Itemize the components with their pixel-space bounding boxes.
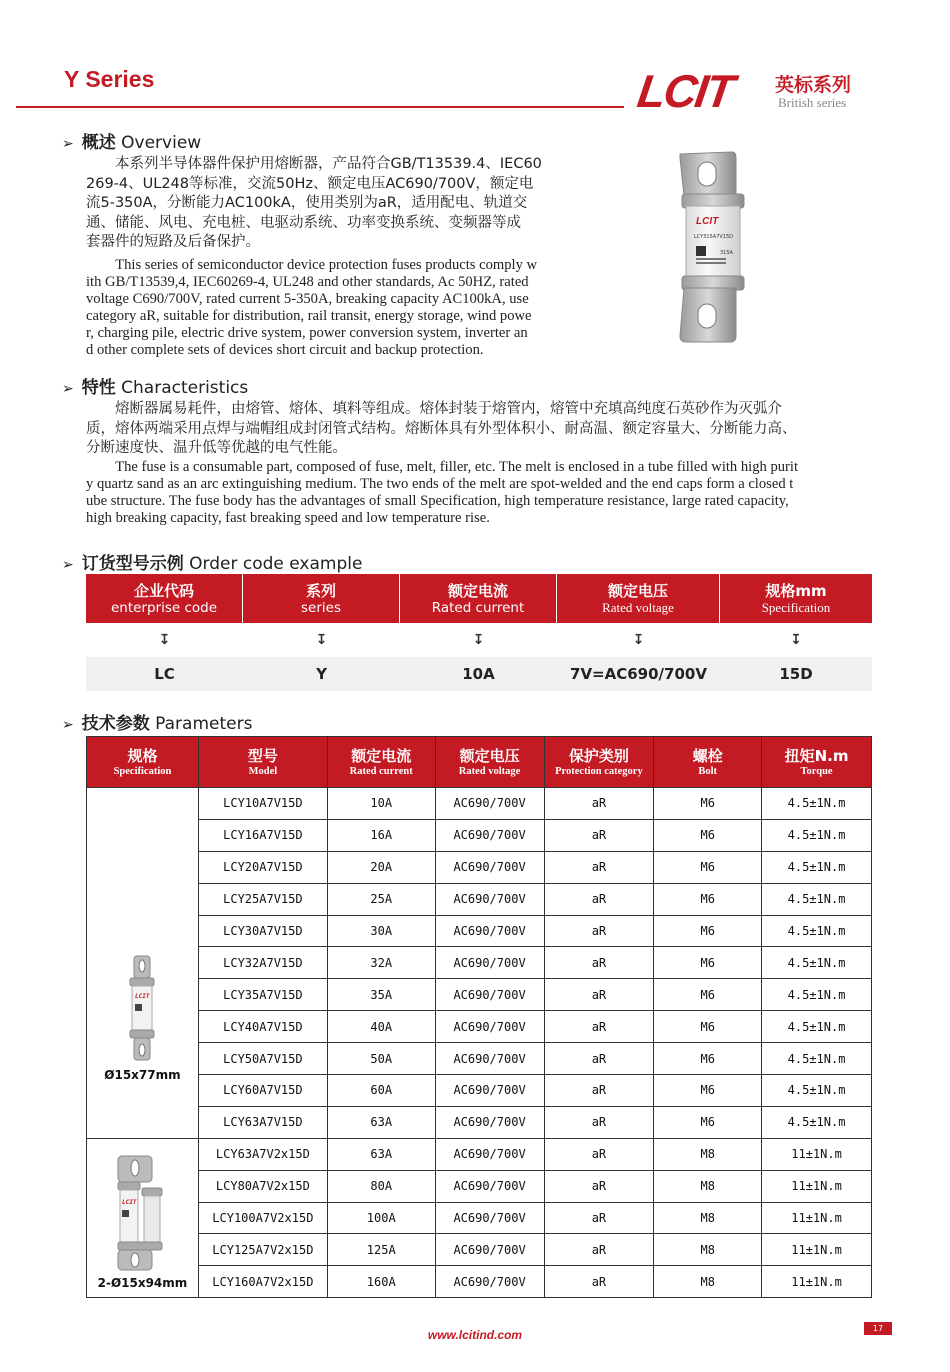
cell-model: LCY25A7V15D bbox=[198, 883, 327, 915]
cell-voltage: AC690/700V bbox=[435, 979, 544, 1011]
cell-bolt: M8 bbox=[654, 1202, 762, 1234]
cell-current: 20A bbox=[327, 851, 435, 883]
cell-category: aR bbox=[544, 915, 654, 947]
cell-category: aR bbox=[544, 851, 654, 883]
brand-series-en: British series bbox=[778, 95, 847, 110]
cell-voltage: AC690/700V bbox=[435, 915, 544, 947]
table-row bbox=[87, 851, 872, 883]
cell-torque: 4.5±1N.m bbox=[762, 915, 872, 947]
cell-bolt: M6 bbox=[654, 883, 762, 915]
company-logo: LCIT bbox=[634, 65, 736, 117]
cell-bolt: M6 bbox=[654, 979, 762, 1011]
svg-text:LCIT: LCIT bbox=[696, 216, 719, 227]
order-col-series: 系列 series bbox=[243, 574, 400, 623]
chevron-right-icon: ➢ bbox=[62, 136, 74, 152]
parameters-header-row bbox=[87, 737, 872, 788]
cell-current: 32A bbox=[327, 947, 435, 979]
cell-category: aR bbox=[544, 883, 654, 915]
spec-group-cell bbox=[87, 788, 199, 1139]
cell-category: aR bbox=[544, 1170, 654, 1202]
order-col-spec: 规格mm Specification bbox=[720, 574, 872, 623]
down-arrow-icon: ↧ bbox=[632, 632, 645, 648]
cell-current: 160A bbox=[327, 1266, 435, 1298]
cell-bolt: M6 bbox=[654, 819, 762, 851]
cell-model: LCY125A7V2x15D bbox=[198, 1234, 327, 1266]
order-code-header-row bbox=[86, 574, 872, 623]
cell-current: 60A bbox=[327, 1075, 435, 1107]
order-arrow-row bbox=[86, 623, 872, 657]
cell-model: LCY10A7V15D bbox=[198, 788, 327, 820]
table-row bbox=[87, 1170, 872, 1202]
table-row bbox=[87, 915, 872, 947]
cell-torque: 4.5±1N.m bbox=[762, 851, 872, 883]
table-row bbox=[87, 1266, 872, 1298]
characteristics-cn-text: 熔断器属易耗件，由熔管、熔体、填料等组成。熔体封装于熔管内，熔管中充填高纯度石英砂作为灭弧介 质，熔体两端采用点焊与端帽组成封闭管式结构。熔断体具有外型体积小、耐高温、额定容量大、分断能力高、 分断速度快、温升低等优越的电气性能。 bbox=[86, 401, 797, 456]
cell-model: LCY32A7V15D bbox=[198, 947, 327, 979]
cell-model: LCY60A7V15D bbox=[198, 1075, 327, 1107]
order-col-enterprise: 企业代码 enterprise code bbox=[86, 574, 243, 623]
cell-current: 63A bbox=[327, 1106, 435, 1138]
cell-current: 25A bbox=[327, 883, 435, 915]
cell-torque: 4.5±1N.m bbox=[762, 1043, 872, 1075]
cell-current: 80A bbox=[327, 1170, 435, 1202]
table-row bbox=[87, 883, 872, 915]
order-value-spec: 15D bbox=[779, 665, 813, 683]
cell-bolt: M6 bbox=[654, 1043, 762, 1075]
table-row bbox=[87, 819, 872, 851]
cell-bolt: M8 bbox=[654, 1266, 762, 1298]
order-value-voltage: 7V=AC690/700V bbox=[570, 665, 707, 683]
cell-model: LCY30A7V15D bbox=[198, 915, 327, 947]
table-row bbox=[87, 1043, 872, 1075]
cell-bolt: M6 bbox=[654, 1075, 762, 1107]
cell-category: aR bbox=[544, 1266, 654, 1298]
param-col-bolt: 螺栓 Bolt bbox=[654, 737, 762, 788]
order-col-voltage: 额定电压 Rated voltage bbox=[557, 574, 720, 623]
overview-en-text: This series of semiconductor device protection fuses products comply w ith GB/T13539,4, IEC60269-4, UL248 and other standards, Ac 50HZ, rated voltage C690/700V, rated current 5-350A, breaking capacity AC100kA, use category aR, suitable for distribution, rail transit, energy storage, wind powe r, charging pile, electric drive system, power conversion system, inverter an d other complete sets of devices short circuit and backup protection. bbox=[86, 257, 538, 358]
chevron-right-icon: ➢ bbox=[62, 557, 74, 573]
cell-category: aR bbox=[544, 1075, 654, 1107]
cell-bolt: M6 bbox=[654, 947, 762, 979]
cell-bolt: M6 bbox=[654, 1106, 762, 1138]
down-arrow-icon: ↧ bbox=[315, 632, 328, 648]
cell-bolt: M8 bbox=[654, 1170, 762, 1202]
param-col-model: 型号 Model bbox=[198, 737, 327, 788]
cell-current: 100A bbox=[327, 1202, 435, 1234]
cell-torque: 4.5±1N.m bbox=[762, 979, 872, 1011]
cell-torque: 4.5±1N.m bbox=[762, 1106, 872, 1138]
cell-voltage: AC690/700V bbox=[435, 1106, 544, 1138]
cell-torque: 11±1N.m bbox=[762, 1234, 872, 1266]
cell-current: 30A bbox=[327, 915, 435, 947]
cell-voltage: AC690/700V bbox=[435, 883, 544, 915]
cell-current: 50A bbox=[327, 1043, 435, 1075]
chevron-right-icon: ➢ bbox=[62, 717, 74, 733]
cell-model: LCY20A7V15D bbox=[198, 851, 327, 883]
fuse-model-label: LCY315A7V15D bbox=[694, 234, 734, 240]
param-col-spec: 规格 Specification bbox=[87, 737, 199, 788]
cell-model: LCY16A7V15D bbox=[198, 819, 327, 851]
spec-group-cell bbox=[87, 1138, 199, 1297]
parameters-table bbox=[86, 736, 872, 1298]
characteristics-heading: ➢ 特性 Characteristics bbox=[62, 378, 249, 398]
cell-torque: 11±1N.m bbox=[762, 1138, 872, 1170]
cell-bolt: M6 bbox=[654, 851, 762, 883]
param-col-category: 保护类别 Protection category bbox=[544, 737, 654, 788]
down-arrow-icon: ↧ bbox=[472, 632, 485, 648]
cell-voltage: AC690/700V bbox=[435, 851, 544, 883]
down-arrow-icon: ↧ bbox=[790, 632, 802, 648]
param-col-voltage: 额定电压 Rated voltage bbox=[435, 737, 544, 788]
table-row bbox=[87, 1011, 872, 1043]
order-code-table bbox=[86, 574, 872, 691]
cell-voltage: AC690/700V bbox=[435, 1266, 544, 1298]
cell-bolt: M8 bbox=[654, 1138, 762, 1170]
table-row bbox=[87, 1138, 872, 1170]
cell-torque: 11±1N.m bbox=[762, 1266, 872, 1298]
cell-model: LCY63A7V15D bbox=[198, 1106, 327, 1138]
cell-current: 16A bbox=[327, 819, 435, 851]
table-row bbox=[87, 1202, 872, 1234]
cell-category: aR bbox=[544, 1011, 654, 1043]
cell-voltage: AC690/700V bbox=[435, 1202, 544, 1234]
cell-bolt: M6 bbox=[654, 1011, 762, 1043]
overview-heading: ➢ 概述 Overview bbox=[62, 133, 202, 153]
cell-current: 40A bbox=[327, 1011, 435, 1043]
cell-voltage: AC690/700V bbox=[435, 1234, 544, 1266]
table-row bbox=[87, 788, 872, 820]
order-value-current: 10A bbox=[462, 665, 495, 683]
cell-category: aR bbox=[544, 1234, 654, 1266]
table-row bbox=[87, 1106, 872, 1138]
order-value-series: Y bbox=[316, 665, 327, 683]
cell-voltage: AC690/700V bbox=[435, 788, 544, 820]
cell-category: aR bbox=[544, 947, 654, 979]
header-divider bbox=[16, 106, 624, 108]
cell-model: LCY50A7V15D bbox=[198, 1043, 327, 1075]
chevron-right-icon: ➢ bbox=[62, 381, 74, 397]
cell-voltage: AC690/700V bbox=[435, 947, 544, 979]
down-arrow-icon: ↧ bbox=[158, 632, 171, 648]
cell-voltage: AC690/700V bbox=[435, 1043, 544, 1075]
cell-category: aR bbox=[544, 979, 654, 1011]
parameters-heading: ➢ 技术参数 Parameters bbox=[62, 714, 253, 734]
cell-current: 125A bbox=[327, 1234, 435, 1266]
cell-voltage: AC690/700V bbox=[435, 1138, 544, 1170]
cell-current: 63A bbox=[327, 1138, 435, 1170]
cell-bolt: M6 bbox=[654, 788, 762, 820]
param-col-current: 额定电流 Rated current bbox=[327, 737, 435, 788]
table-row bbox=[87, 1075, 872, 1107]
cell-voltage: AC690/700V bbox=[435, 819, 544, 851]
cell-torque: 4.5±1N.m bbox=[762, 883, 872, 915]
series-title: Y Series bbox=[64, 66, 155, 92]
spec-dimension-label: 2-Ø15x94mm bbox=[97, 1276, 188, 1291]
footer-website: www.lcitind.com bbox=[427, 1328, 523, 1342]
cell-bolt: M6 bbox=[654, 915, 762, 947]
order-col-current: 额定电流 Rated current bbox=[400, 574, 557, 623]
cell-model: LCY35A7V15D bbox=[198, 979, 327, 1011]
cell-voltage: AC690/700V bbox=[435, 1075, 544, 1107]
fuse-15x77-image bbox=[125, 954, 159, 1062]
order-code-heading: ➢ 订货型号示例 Order code example bbox=[62, 554, 363, 574]
table-row bbox=[87, 979, 872, 1011]
cell-current: 35A bbox=[327, 979, 435, 1011]
fuse-rating-label: 315A bbox=[720, 250, 733, 256]
fuse-2x15x94-image bbox=[112, 1154, 172, 1272]
cell-category: aR bbox=[544, 819, 654, 851]
order-value-enterprise: LC bbox=[154, 665, 175, 683]
characteristics-en-text: The fuse is a consumable part, composed of fuse, melt, filler, etc. The melt is enclosed in a tube filled with high purit y quartz sand as an arc extinguishing medium. The two ends of the melt are spot-welded and the end caps form a closed t ube structure. The fuse body has the advantages of small Specification, high temperature resistance, large rated capacity, high breaking capacity, fast breaking speed and low temperature rise. bbox=[86, 459, 799, 526]
cell-voltage: AC690/700V bbox=[435, 1011, 544, 1043]
cell-category: aR bbox=[544, 1138, 654, 1170]
cell-model: LCY160A7V2x15D bbox=[198, 1266, 327, 1298]
overview-cn-text: 本系列半导体器件保护用熔断器，产品符合GB/T13539.4、IEC60 269-4、UL248等标准，交流50Hz、额定电压AC690/700V，额定电 流5-350A，分断能力AC100kA，使用类别为aR，适用配电、轨道交 通、储能、风电、充电桩、电驱动系统、功率变换系统、变频器等成 套器件的短路及后备保护。 bbox=[86, 156, 542, 250]
cell-torque: 4.5±1N.m bbox=[762, 1075, 872, 1107]
svg-text:LCIT: LCIT bbox=[135, 992, 150, 1000]
cell-category: aR bbox=[544, 1202, 654, 1234]
cell-torque: 4.5±1N.m bbox=[762, 1011, 872, 1043]
cell-current: 10A bbox=[327, 788, 435, 820]
cell-torque: 4.5±1N.m bbox=[762, 819, 872, 851]
cell-model: LCY40A7V15D bbox=[198, 1011, 327, 1043]
page-number: 17 bbox=[864, 1322, 892, 1335]
cell-voltage: AC690/700V bbox=[435, 1170, 544, 1202]
table-row bbox=[87, 1234, 872, 1266]
param-col-torque: 扭矩N.m Torque bbox=[762, 737, 872, 788]
table-row bbox=[87, 947, 872, 979]
cell-torque: 11±1N.m bbox=[762, 1170, 872, 1202]
cell-torque: 4.5±1N.m bbox=[762, 788, 872, 820]
cell-torque: 4.5±1N.m bbox=[762, 947, 872, 979]
cell-model: LCY80A7V2x15D bbox=[198, 1170, 327, 1202]
cell-bolt: M8 bbox=[654, 1234, 762, 1266]
svg-text:LCIT: LCIT bbox=[122, 1199, 137, 1207]
cell-model: LCY63A7V2x15D bbox=[198, 1138, 327, 1170]
brand-series-cn: 英标系列 bbox=[775, 74, 852, 96]
cell-model: LCY100A7V2x15D bbox=[198, 1202, 327, 1234]
spec-dimension-label: Ø15x77mm bbox=[104, 1067, 181, 1082]
fuse-product-image bbox=[662, 150, 762, 346]
cell-category: aR bbox=[544, 788, 654, 820]
cell-torque: 11±1N.m bbox=[762, 1202, 872, 1234]
cell-category: aR bbox=[544, 1106, 654, 1138]
order-value-row bbox=[86, 657, 872, 691]
cell-category: aR bbox=[544, 1043, 654, 1075]
